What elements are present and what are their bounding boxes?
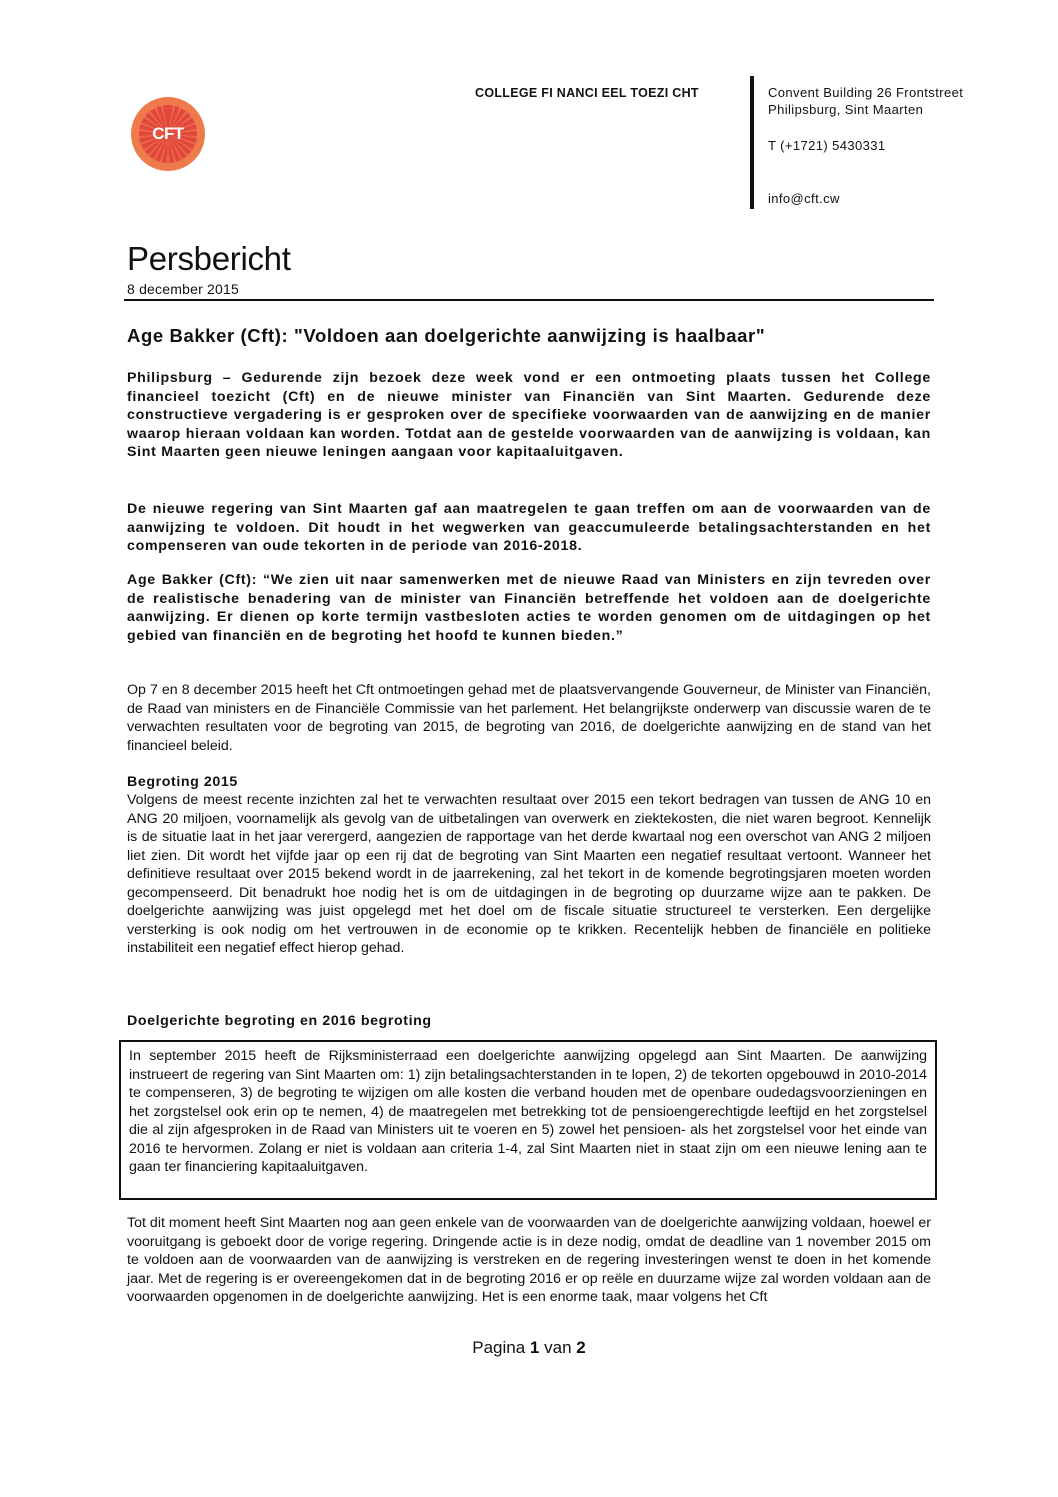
- page-title: Persbericht: [127, 240, 291, 277]
- logo-emblem: [139, 105, 197, 163]
- aanwijzing-box: [119, 1040, 937, 1200]
- footer-separator: van: [544, 1338, 572, 1357]
- title-divider: [124, 299, 934, 301]
- logo-text: CFT: [152, 124, 184, 143]
- aanwijzing-box-text: In september 2015 heeft de Rijksministerraad een doelgerichte aanwijzing opgelegd aan Sint Maarten. De aanwijzing instrueert de regering van Sint Maarten om: 1) zijn betalingsachterstanden in te lopen, 2) de tekorten opgebouwd in 2010-2014 te compenseren, 3) de begroting te wijzigen om alle kosten die verband houden met de openbare oudedagsvoorzieningen en het zorgstelsel ook erin op te nemen, 4) de maatregelen met betrekking tot de pensioengerechtigde leeftijd en het zorgstelsel die al zijn afgesproken in de Raad van Ministers uit te voeren en 5) zowel het pensioen- als het zorgstelsel voor het einde van 2016 te hervormen. Zolang er niet is voldaan aan criteria 1-4, zal Sint Maarten niet in staat zijn om een nieuwe lening aan te gaan ter financiering kapitaaluitgaven.: [129, 1048, 927, 1175]
- phone-number: T (+1721) 5430331: [768, 138, 886, 153]
- cft-logo: [131, 97, 205, 171]
- organization-name: COLLEGE FI NANCI EEL TOEZI CHT: [475, 86, 699, 100]
- page-footer: [0, 1338, 1058, 1358]
- current-page: 1: [529, 1338, 540, 1357]
- header-divider: [750, 76, 754, 209]
- intro-paragraph-1: Philipsburg – Gedurende zijn bezoek deze week vond er een ontmoeting plaats tussen het College financieel toezicht (Cft) en de nieuwe minister van Financiën van Sint Maarten. Gedurende deze constructieve vergadering is er gesproken over de specifieke voorwaarden van de aanwijzing en de manier waarop hieraan voldaan kan worden. Totdat aan de gestelde voorwaarden van de aanwijzing is voldaan, kan Sint Maarten geen nieuwe leningen aangaan voor kapitaaluitgaven.: [127, 370, 931, 460]
- section-body-doelgerichte-begroting: Tot dit moment heeft Sint Maarten nog aan geen enkele van de voorwaarden van de doelgerichte aanwijzing voldaan, hoewel er vooruitgang is geboekt door de vorige regering. Dringende actie is in deze nodig, omdat de deadline van 1 november 2015 om te voldoen aan de voorwaarden van de aanwijzing is verstreken en de regering investeringen wenst te doen in het komende jaar. Met de regering is er overeengekomen dat in de begroting 2016 er op reële en duurzame wijze zal worden voldaan aan de voorwaarden opgenomen in de doelgerichte aanwijzing. Het is een enorme taak, maar volgens het Cft: [127, 1215, 931, 1305]
- headline: Age Bakker (Cft): "Voldoen aan doelgerichte aanwijzing is haalbaar": [127, 325, 766, 346]
- section-body-begroting-2015: Volgens de meest recente inzichten zal het te verwachten resultaat over 2015 een tekort bedragen van tussen de ANG 10 en ANG 20 miljoen, voornamelijk als gevolg van de uitbetalingen van overwerk en ziektekosten, die niet waren begroot. Kennelijk is de situatie laat in het jaar verergerd, aangezien de rapportage van het derde kwartaal nog een overschot van ANG 2 miljoen liet zien. Dit wordt het vijfde jaar op een rij dat de begroting van Sint Maarten een negatief resultaat vertoont. Wanneer het definitieve resultaat over 2015 bekend wordt in de jaarrekening, zal het tekort in de komende begrotingsjaren moeten worden gecompenseerd. Dit benadrukt hoe nodig het is om de uitdagingen in de begroting op duurzame wijze aan te pakken. De doelgerichte aanwijzing was juist opgelegd met het doel om de fiscale situatie structureel te versterken. Een dergelijke versterking is ook nodig om het vertrouwen in de economie op te krikken. Recentelijk hebben de financiële en politieke instabiliteit een negatief effect hierop gehad.: [127, 792, 931, 956]
- section-heading-begroting-2015: Begroting 2015: [127, 774, 238, 790]
- address-line-1: Convent Building 26 Frontstreet: [768, 85, 964, 100]
- intro-paragraph-2: De nieuwe regering van Sint Maarten gaf aan maatregelen te gaan treffen om aan de voorwaarden van de aanwijzing te voldoen. Dit houdt in het wegwerken van geaccumuleerde betalingsachterstanden en het compenseren van oude tekorten in de periode van 2016-2018.: [127, 501, 931, 554]
- quote-paragraph: Age Bakker (Cft): “We zien uit naar samenwerken met de nieuwe Raad van Ministers en zijn tevreden over de realistische benadering van de minister van Financiën betreffende het voldoen aan de doelgerichte aanwijzing. Er dienen op korte termijn vastbesloten acties te worden genomen om de uitdagingen op het gebied van financiën en de begroting het hoofd te kunnen bieden.”: [127, 572, 931, 644]
- address-line-2: Philipsburg, Sint Maarten: [768, 102, 924, 117]
- section-heading-doelgerichte-begroting: Doelgerichte begroting en 2016 begroting: [127, 1013, 432, 1029]
- footer-prefix: Pagina: [472, 1338, 526, 1357]
- total-pages: 2: [576, 1338, 586, 1357]
- publication-date: 8 december 2015: [127, 281, 239, 297]
- email-link[interactable]: info@cft.cw: [768, 191, 840, 206]
- meeting-paragraph: Op 7 en 8 december 2015 heeft het Cft ontmoetingen gehad met de plaatsvervangende Gouverneur, de Minister van Financiën, de Raad van ministers en de Financiële Commissie van het parlement. Het belangrijkste onderwerp van discussie waren de te verwachten resultaten voor de begroting van 2015, de begroting van 2016, de doelgerichte aanwijzing en de stand van het financieel beleid.: [127, 682, 931, 754]
